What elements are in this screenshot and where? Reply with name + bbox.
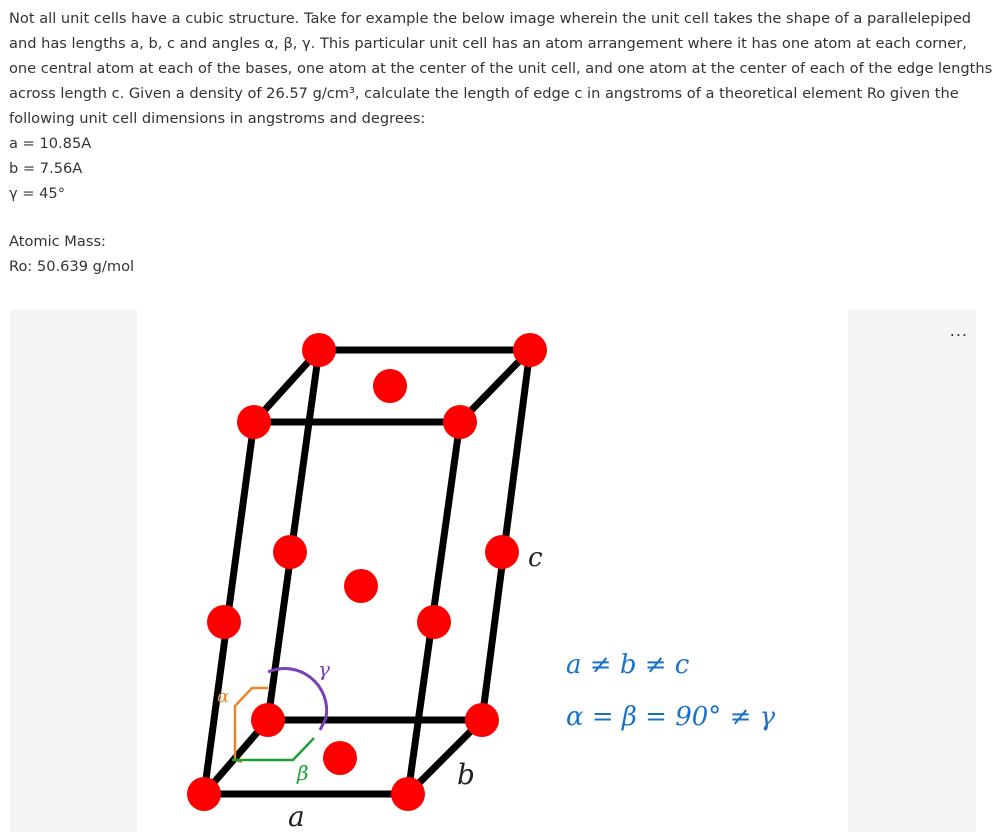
label-edge-b: b xyxy=(457,758,475,791)
atom-top-base-center xyxy=(373,369,407,403)
label-beta: β xyxy=(297,761,309,785)
atom-corner-bottom-front-left xyxy=(187,777,221,811)
dimension-gamma: γ = 45° xyxy=(9,185,66,202)
atoms xyxy=(187,333,547,811)
parallelepiped-diagram xyxy=(10,310,976,832)
atom-edge-center-front-right xyxy=(417,605,451,639)
atom-corner-top-back-left xyxy=(302,333,336,367)
atom-corner-top-back-right xyxy=(513,333,547,367)
atomic-mass-heading: Atomic Mass: xyxy=(9,233,106,250)
dimension-b: b = 7.56A xyxy=(9,160,83,177)
atom-bottom-base-center xyxy=(323,741,357,775)
dimension-a: a = 10.85A xyxy=(9,135,92,152)
atom-body-center xyxy=(344,569,378,603)
question-paragraph: Not all unit cells have a cubic structure. Take for example the below image wherein the unit cell takes the shape of a parallelepiped and has lengths a, b, c and angles α, β, γ. This particular unit cell has an atom arrangement where it has one atom at each corner, one central atom at each of the bases, one atom at the center of the unit cell, and one atom at the center of each of the edge lengths across length c. Given a density of 26.57 g/cm³, calculate the length of edge c in angstroms of a theoretical element Ro given the following unit cell dimensions in angstroms and degrees: xyxy=(9,10,993,127)
atomic-mass xyxy=(9,229,994,279)
atom-edge-center-front-left xyxy=(207,605,241,639)
relation-angles: α = β = 90° ≠ γ xyxy=(566,702,776,732)
label-edge-c: c xyxy=(528,543,543,573)
label-edge-a: a xyxy=(288,800,305,832)
unit-cell-figure xyxy=(10,310,976,832)
edge-vertical-back-right xyxy=(482,350,530,720)
atom-corner-top-front-left xyxy=(237,405,271,439)
atom-corner-top-front-right xyxy=(443,405,477,439)
atom-corner-bottom-front-right xyxy=(391,777,425,811)
atom-edge-center-back-right xyxy=(485,535,519,569)
atom-edge-center-back-left xyxy=(273,535,307,569)
label-gamma: γ xyxy=(318,657,330,681)
label-alpha: α xyxy=(217,686,230,707)
relation-lengths: a ≠ b ≠ c xyxy=(566,650,690,680)
edge-vertical-back-left xyxy=(268,350,319,720)
atom-corner-bottom-back-left xyxy=(251,703,285,737)
unit-cell-dimensions xyxy=(9,131,994,206)
atom-corner-bottom-back-right xyxy=(465,703,499,737)
question-text xyxy=(9,6,994,279)
atomic-mass-value: Ro: 50.639 g/mol xyxy=(9,258,135,275)
more-options-button[interactable]: ... xyxy=(949,321,968,340)
